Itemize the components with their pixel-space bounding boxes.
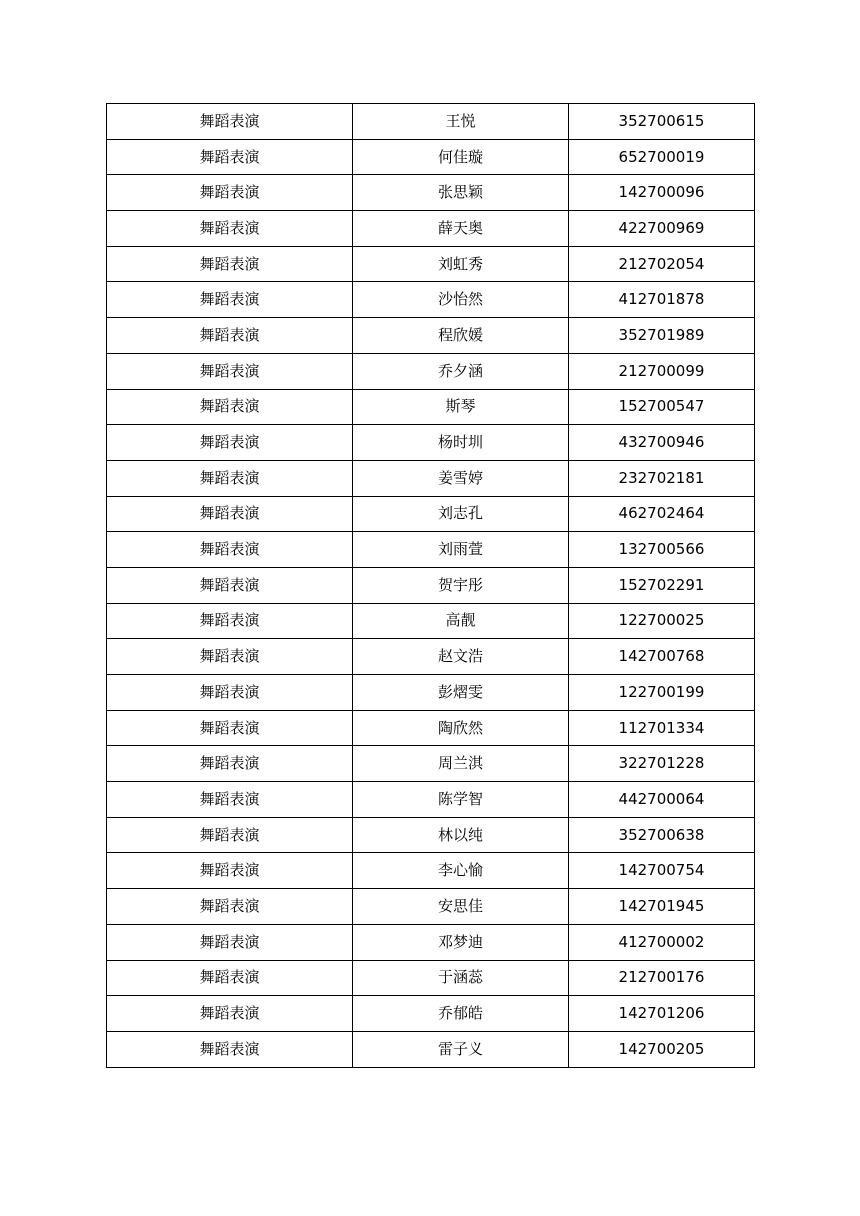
name-cell: 李心愉 [353, 853, 569, 889]
major-cell: 舞蹈表演 [107, 567, 353, 603]
id-number-cell: 132700566 [569, 532, 755, 568]
name-cell: 雷子义 [353, 1031, 569, 1067]
name-cell: 于涵蕊 [353, 960, 569, 996]
id-number-cell: 432700946 [569, 425, 755, 461]
name-cell: 张思颖 [353, 175, 569, 211]
id-number-cell: 152702291 [569, 567, 755, 603]
table-row [107, 853, 755, 889]
table-row [107, 746, 755, 782]
major-cell: 舞蹈表演 [107, 353, 353, 389]
name-cell: 姜雪婷 [353, 460, 569, 496]
major-cell: 舞蹈表演 [107, 889, 353, 925]
table-row [107, 1031, 755, 1067]
name-cell: 周兰淇 [353, 746, 569, 782]
name-cell: 刘雨萱 [353, 532, 569, 568]
id-number-cell: 422700969 [569, 211, 755, 247]
major-cell: 舞蹈表演 [107, 817, 353, 853]
table-row [107, 389, 755, 425]
id-number-cell: 652700019 [569, 139, 755, 175]
major-cell: 舞蹈表演 [107, 996, 353, 1032]
roster-table [106, 103, 755, 1068]
table-row [107, 603, 755, 639]
table-row [107, 104, 755, 140]
name-cell: 斯琴 [353, 389, 569, 425]
id-number-cell: 322701228 [569, 746, 755, 782]
table-row [107, 782, 755, 818]
name-cell: 程欣媛 [353, 318, 569, 354]
name-cell: 刘虹秀 [353, 246, 569, 282]
table-row [107, 211, 755, 247]
id-number-cell: 212702054 [569, 246, 755, 282]
major-cell: 舞蹈表演 [107, 246, 353, 282]
major-cell: 舞蹈表演 [107, 104, 353, 140]
table-row [107, 282, 755, 318]
id-number-cell: 142700754 [569, 853, 755, 889]
name-cell: 赵文浩 [353, 639, 569, 675]
id-number-cell: 142700768 [569, 639, 755, 675]
major-cell: 舞蹈表演 [107, 175, 353, 211]
id-number-cell: 152700547 [569, 389, 755, 425]
id-number-cell: 142701206 [569, 996, 755, 1032]
id-number-cell: 122700025 [569, 603, 755, 639]
name-cell: 王悦 [353, 104, 569, 140]
major-cell: 舞蹈表演 [107, 710, 353, 746]
major-cell: 舞蹈表演 [107, 496, 353, 532]
table-row [107, 460, 755, 496]
major-cell: 舞蹈表演 [107, 675, 353, 711]
id-number-cell: 412701878 [569, 282, 755, 318]
table-row [107, 246, 755, 282]
major-cell: 舞蹈表演 [107, 460, 353, 496]
id-number-cell: 142700096 [569, 175, 755, 211]
name-cell: 杨时圳 [353, 425, 569, 461]
major-cell: 舞蹈表演 [107, 389, 353, 425]
major-cell: 舞蹈表演 [107, 282, 353, 318]
major-cell: 舞蹈表演 [107, 960, 353, 996]
id-number-cell: 442700064 [569, 782, 755, 818]
table-row [107, 175, 755, 211]
table-row [107, 532, 755, 568]
table-row [107, 496, 755, 532]
table-row [107, 318, 755, 354]
name-cell: 高靓 [353, 603, 569, 639]
name-cell: 沙怡然 [353, 282, 569, 318]
id-number-cell: 462702464 [569, 496, 755, 532]
major-cell: 舞蹈表演 [107, 139, 353, 175]
major-cell: 舞蹈表演 [107, 425, 353, 461]
table-row [107, 817, 755, 853]
name-cell: 彭熠雯 [353, 675, 569, 711]
table-row [107, 639, 755, 675]
major-cell: 舞蹈表演 [107, 211, 353, 247]
table-row [107, 425, 755, 461]
table-row [107, 353, 755, 389]
name-cell: 陈学智 [353, 782, 569, 818]
id-number-cell: 142701945 [569, 889, 755, 925]
major-cell: 舞蹈表演 [107, 1031, 353, 1067]
table-row [107, 710, 755, 746]
name-cell: 乔夕涵 [353, 353, 569, 389]
id-number-cell: 212700176 [569, 960, 755, 996]
table-row [107, 567, 755, 603]
id-number-cell: 412700002 [569, 924, 755, 960]
id-number-cell: 232702181 [569, 460, 755, 496]
major-cell: 舞蹈表演 [107, 318, 353, 354]
name-cell: 贺宇彤 [353, 567, 569, 603]
name-cell: 林以纯 [353, 817, 569, 853]
roster-table-body [107, 104, 755, 1068]
table-row [107, 924, 755, 960]
id-number-cell: 112701334 [569, 710, 755, 746]
name-cell: 安思佳 [353, 889, 569, 925]
name-cell: 薛天奥 [353, 211, 569, 247]
id-number-cell: 352700615 [569, 104, 755, 140]
name-cell: 何佳璇 [353, 139, 569, 175]
major-cell: 舞蹈表演 [107, 639, 353, 675]
major-cell: 舞蹈表演 [107, 532, 353, 568]
id-number-cell: 352701989 [569, 318, 755, 354]
id-number-cell: 212700099 [569, 353, 755, 389]
name-cell: 乔郁皓 [353, 996, 569, 1032]
major-cell: 舞蹈表演 [107, 924, 353, 960]
major-cell: 舞蹈表演 [107, 746, 353, 782]
name-cell: 刘志孔 [353, 496, 569, 532]
table-row [107, 675, 755, 711]
table-row [107, 139, 755, 175]
major-cell: 舞蹈表演 [107, 782, 353, 818]
id-number-cell: 352700638 [569, 817, 755, 853]
table-row [107, 960, 755, 996]
id-number-cell: 142700205 [569, 1031, 755, 1067]
table-row [107, 889, 755, 925]
major-cell: 舞蹈表演 [107, 603, 353, 639]
major-cell: 舞蹈表演 [107, 853, 353, 889]
id-number-cell: 122700199 [569, 675, 755, 711]
name-cell: 邓梦迪 [353, 924, 569, 960]
name-cell: 陶欣然 [353, 710, 569, 746]
table-row [107, 996, 755, 1032]
